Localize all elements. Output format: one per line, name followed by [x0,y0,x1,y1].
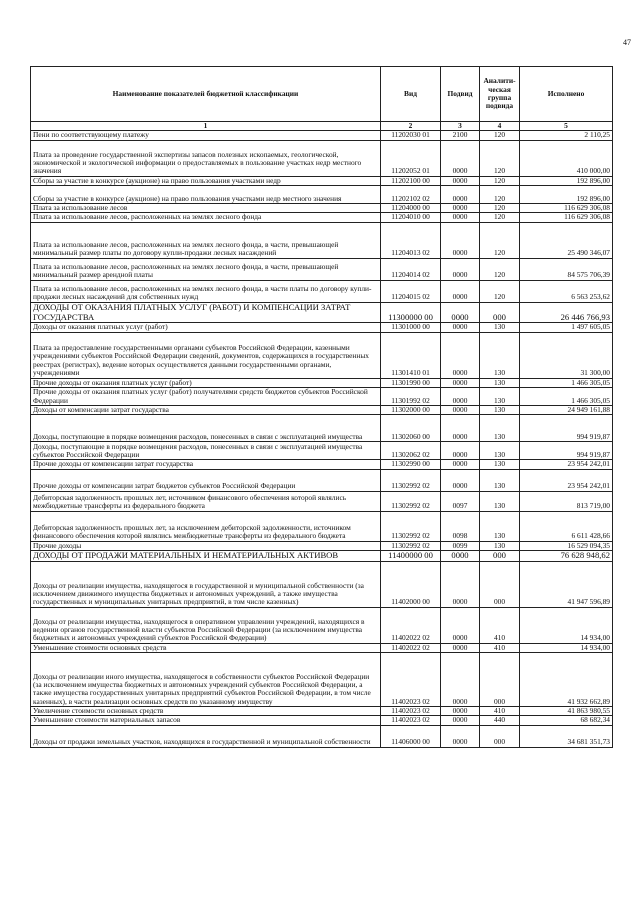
row-amount-cell: 1 466 305,05 [520,387,613,405]
row-name-cell: Прочие доходы от оказания платных услуг (работ) получателями средств бюджетов субъектов Российской Федерации [31,387,381,405]
row-name-cell: ДОХОДЫ ОТ ПРОДАЖИ МАТЕРИАЛЬНЫХ И НЕМАТЕРИАЛЬНЫХ АКТИВОВ [31,551,381,562]
row-kind-code-cell: 11301000 00 [381,323,441,332]
row-kind-code-cell: 11300000 00 [381,302,441,322]
row-group-cell: 130 [480,415,520,442]
table-row [31,378,613,387]
row-group-cell: 130 [480,491,520,511]
table-row [31,302,613,322]
row-group-cell: 120 [480,213,520,222]
row-subtype-cell: 0000 [441,323,480,332]
row-kind-code-cell: 11302992 02 [381,511,441,541]
row-group-cell: 130 [480,378,520,387]
row-subtype-cell: 0000 [441,140,480,176]
row-kind-code-cell: 11204013 02 [381,222,441,258]
row-amount-cell: 31 300,00 [520,332,613,378]
table-row [31,643,613,652]
row-subtype-cell: 0000 [441,176,480,185]
row-subtype-cell: 0000 [441,551,480,562]
row-group-cell: 000 [480,561,520,607]
row-subtype-cell: 0000 [441,561,480,607]
row-amount-cell: 84 575 706,39 [520,258,613,280]
row-name-cell: Увеличение стоимости основных средств [31,707,381,716]
table-row [31,469,613,491]
table-row [31,511,613,541]
table-row [31,460,613,469]
row-subtype-cell: 2100 [441,131,480,140]
row-subtype-cell: 0000 [441,332,480,378]
table-row [31,716,613,725]
table-row [31,280,613,302]
page-number: 47 [623,38,631,47]
row-subtype-cell: 0000 [441,643,480,652]
row-kind-code-cell: 11402022 02 [381,643,441,652]
row-group-cell: 000 [480,302,520,322]
table-row [31,186,613,204]
row-name-cell: Доходы от компенсации затрат государства [31,405,381,414]
row-subtype-cell: 0000 [441,607,480,643]
row-group-cell: 130 [480,442,520,460]
row-subtype-cell: 0000 [441,460,480,469]
row-name-cell: Дебиторская задолженность прошлых лет, за исключением дебиторской задолженности, источником финансового обеспечения которой являлись межбюджетные трансферты из федерального бюджета [31,511,381,541]
table-row [31,607,613,643]
row-name-cell: Плата за использование лесов, расположенных на землях лесного фонда, в части платы по договору купли-продажи лесных насаждений для собственных нужд [31,280,381,302]
row-group-cell: 120 [480,280,520,302]
row-amount-cell: 994 919,87 [520,442,613,460]
row-kind-code-cell: 11301990 00 [381,378,441,387]
row-group-cell: 410 [480,643,520,652]
table-row [31,387,613,405]
row-subtype-cell: 0000 [441,378,480,387]
column-number: 5 [520,122,613,131]
row-amount-cell: 41 863 980,55 [520,707,613,716]
header-subtype: Подвид [441,67,480,122]
row-subtype-cell: 0000 [441,258,480,280]
table-row [31,222,613,258]
row-kind-code-cell: 11301992 02 [381,387,441,405]
row-subtype-cell: 0098 [441,511,480,541]
row-amount-cell: 116 629 306,08 [520,213,613,222]
table-row [31,491,613,511]
row-subtype-cell: 0097 [441,491,480,511]
row-subtype-cell: 0000 [441,442,480,460]
row-name-cell: Плата за использование лесов, расположенных на землях лесного фонда, в части, превышающей минимальный размер арендной платы [31,258,381,280]
row-group-cell: 120 [480,222,520,258]
row-subtype-cell: 0000 [441,469,480,491]
row-name-cell: Доходы, поступающие в порядке возмещения расходов, понесенных в связи с эксплуатацией имущества [31,415,381,442]
row-kind-code-cell: 11406000 00 [381,725,441,747]
row-subtype-cell: 0000 [441,280,480,302]
row-name-cell: Плата за использование лесов [31,204,381,213]
row-subtype-cell: 0099 [441,541,480,550]
row-kind-code-cell: 11302992 02 [381,469,441,491]
table-row [31,405,613,414]
table-body [31,131,613,747]
row-amount-cell: 410 000,00 [520,140,613,176]
row-amount-cell: 2 110,25 [520,131,613,140]
row-group-cell: 000 [480,725,520,747]
row-name-cell: Плата за использование лесов, расположенных на землях лесного фонда [31,213,381,222]
row-group-cell: 130 [480,323,520,332]
row-subtype-cell: 0000 [441,415,480,442]
row-amount-cell: 41 932 662,89 [520,653,613,707]
row-group-cell: 120 [480,258,520,280]
row-kind-code-cell: 11302992 02 [381,541,441,550]
row-amount-cell: 6 611 428,66 [520,511,613,541]
table-row [31,176,613,185]
header-row [31,67,613,122]
row-group-cell: 130 [480,541,520,550]
row-amount-cell: 116 629 306,08 [520,204,613,213]
row-group-cell: 440 [480,716,520,725]
header-analytic-group: Аналити-ческая группа подвида [480,67,520,122]
row-kind-code-cell: 11204015 02 [381,280,441,302]
row-amount-cell: 994 919,87 [520,415,613,442]
row-kind-code-cell: 11204010 00 [381,213,441,222]
row-kind-code-cell: 11302062 02 [381,442,441,460]
row-group-cell: 130 [480,405,520,414]
row-amount-cell: 68 682,34 [520,716,613,725]
row-amount-cell: 6 563 253,62 [520,280,613,302]
row-subtype-cell: 0000 [441,302,480,322]
row-name-cell: Уменьшение стоимости материальных запасов [31,716,381,725]
table-row [31,653,613,707]
column-number: 2 [381,122,441,131]
row-amount-cell: 192 896,00 [520,186,613,204]
budget-classification-table [30,66,613,748]
row-group-cell: 000 [480,551,520,562]
row-kind-code-cell: 11301410 01 [381,332,441,378]
table-row [31,725,613,747]
row-amount-cell: 25 490 346,07 [520,222,613,258]
row-name-cell: Доходы, поступающие в порядке возмещения расходов, понесенных в связи с эксплуатацией имущества субъектов Российской Федерации [31,442,381,460]
table-row [31,323,613,332]
row-kind-code-cell: 11204014 02 [381,258,441,280]
row-kind-code-cell: 11402023 02 [381,716,441,725]
row-name-cell: Сборы за участие в конкурсе (аукционе) на право пользования участками недр местного значения [31,186,381,204]
header-executed: Исполнено [520,67,613,122]
row-group-cell: 130 [480,511,520,541]
row-group-cell: 120 [480,131,520,140]
row-subtype-cell: 0000 [441,204,480,213]
row-name-cell: Пени по соответствующему платежу [31,131,381,140]
row-name-cell: Прочие доходы от оказания платных услуг (работ) [31,378,381,387]
column-number: 3 [441,122,480,131]
row-amount-cell: 813 719,00 [520,491,613,511]
table-row [31,442,613,460]
row-name-cell: Плата за предоставление государственными органами субъектов Российской Федерации, казенными учреждениями субъектов Российской Федерации сведений, документов, содержащихся в государственных реестрах (регистрах), ведение которых осуществляется данными государственными органами, учреждениями [31,332,381,378]
table-row [31,561,613,607]
table-row [31,332,613,378]
table-row [31,258,613,280]
row-kind-code-cell: 11302992 02 [381,491,441,511]
row-group-cell: 120 [480,176,520,185]
column-number: 1 [31,122,381,131]
row-name-cell: Доходы от реализации иного имущества, находящегося в собственности субъектов Российской Федерации (за исключением имущества бюджетных и автономных учреждений субъектов Российской Федерации, а также имущества государственных унитарных предприятий субъектов Российской Федерации, в том числе казенных), в части реализации основных средств по указанному имуществу [31,653,381,707]
row-kind-code-cell: 11204000 00 [381,204,441,213]
row-subtype-cell: 0000 [441,405,480,414]
table-row [31,551,613,562]
row-group-cell: 410 [480,707,520,716]
row-amount-cell: 41 947 596,89 [520,561,613,607]
row-kind-code-cell: 11202100 00 [381,176,441,185]
row-kind-code-cell: 11402000 00 [381,561,441,607]
row-subtype-cell: 0000 [441,186,480,204]
row-group-cell: 120 [480,140,520,176]
row-amount-cell: 1 497 605,05 [520,323,613,332]
row-group-cell: 130 [480,460,520,469]
table-row [31,415,613,442]
row-kind-code-cell: 11302000 00 [381,405,441,414]
row-group-cell: 410 [480,607,520,643]
row-subtype-cell: 0000 [441,222,480,258]
table-row [31,213,613,222]
row-subtype-cell: 0000 [441,725,480,747]
row-name-cell: Прочие доходы [31,541,381,550]
row-name-cell: Плата за использование лесов, расположенных на землях лесного фонда, в части, превышающей минимальный размер платы по договору купли-продажи лесных насаждений [31,222,381,258]
row-group-cell: 000 [480,653,520,707]
table-row [31,131,613,140]
row-name-cell: Доходы от реализации имущества, находящегося в государственной и муниципальной собственности (за исключением движимого имущества бюджетных и автономных учреждений, а также имущества государственных и муниципальных унитарных предприятий, в том числе казенных) [31,561,381,607]
header-kind: Вид [381,67,441,122]
row-amount-cell: 24 949 161,88 [520,405,613,414]
row-name-cell: Уменьшение стоимости основных средств [31,643,381,652]
row-subtype-cell: 0000 [441,716,480,725]
header-name: Наименование показателей бюджетной классификации [31,67,381,122]
row-kind-code-cell: 11402023 02 [381,707,441,716]
row-name-cell: Прочие доходы от компенсации затрат государства [31,460,381,469]
row-name-cell: Плата за проведение государственной экспертизы запасов полезных ископаемых, геологической, экономической и экологической информации о предоставляемых в пользование участках недр местного значения [31,140,381,176]
row-kind-code-cell: 11202052 01 [381,140,441,176]
row-name-cell: Сборы за участие в конкурсе (аукционе) на право пользования участками недр [31,176,381,185]
row-kind-code-cell: 11302990 00 [381,460,441,469]
row-subtype-cell: 0000 [441,213,480,222]
row-kind-code-cell: 11202102 02 [381,186,441,204]
row-amount-cell: 26 446 766,93 [520,302,613,322]
row-name-cell: Дебиторская задолженность прошлых лет, источником финансового обеспечения которой являлись межбюджетные трансферты из федерального бюджета [31,491,381,511]
row-amount-cell: 14 934,00 [520,607,613,643]
column-number: 4 [480,122,520,131]
row-name-cell: Доходы от оказания платных услуг (работ) [31,323,381,332]
row-name-cell: Доходы от продажи земельных участков, находящихся в государственной и муниципальной собственности [31,725,381,747]
row-kind-code-cell: 11402023 02 [381,653,441,707]
row-name-cell: Доходы от реализации имущества, находящегося в оперативном управлении учреждений, находящихся в ведении органов государственной власти субъектов Российской Федерации (за исключением имущества бюджетных и автономных учреждений субъектов Российской Федерации) [31,607,381,643]
row-subtype-cell: 0000 [441,653,480,707]
row-amount-cell: 1 466 305,05 [520,378,613,387]
row-group-cell: 130 [480,332,520,378]
row-group-cell: 120 [480,204,520,213]
row-amount-cell: 76 628 948,62 [520,551,613,562]
row-kind-code-cell: 11400000 00 [381,551,441,562]
row-kind-code-cell: 11302060 00 [381,415,441,442]
row-subtype-cell: 0000 [441,387,480,405]
row-group-cell: 120 [480,186,520,204]
row-subtype-cell: 0000 [441,707,480,716]
row-kind-code-cell: 11402022 02 [381,607,441,643]
row-amount-cell: 23 954 242,01 [520,469,613,491]
row-group-cell: 130 [480,469,520,491]
row-group-cell: 130 [480,387,520,405]
row-amount-cell: 14 934,00 [520,643,613,652]
row-amount-cell: 34 681 351,73 [520,725,613,747]
row-name-cell: ДОХОДЫ ОТ ОКАЗАНИЯ ПЛАТНЫХ УСЛУГ (РАБОТ) И КОМПЕНСАЦИИ ЗАТРАТ ГОСУДАРСТВА [31,302,381,322]
row-amount-cell: 192 896,00 [520,176,613,185]
row-name-cell: Прочие доходы от компенсации затрат бюджетов субъектов Российской Федерации [31,469,381,491]
row-amount-cell: 23 954 242,01 [520,460,613,469]
row-kind-code-cell: 11202030 01 [381,131,441,140]
table-row [31,140,613,176]
row-amount-cell: 16 529 094,35 [520,541,613,550]
